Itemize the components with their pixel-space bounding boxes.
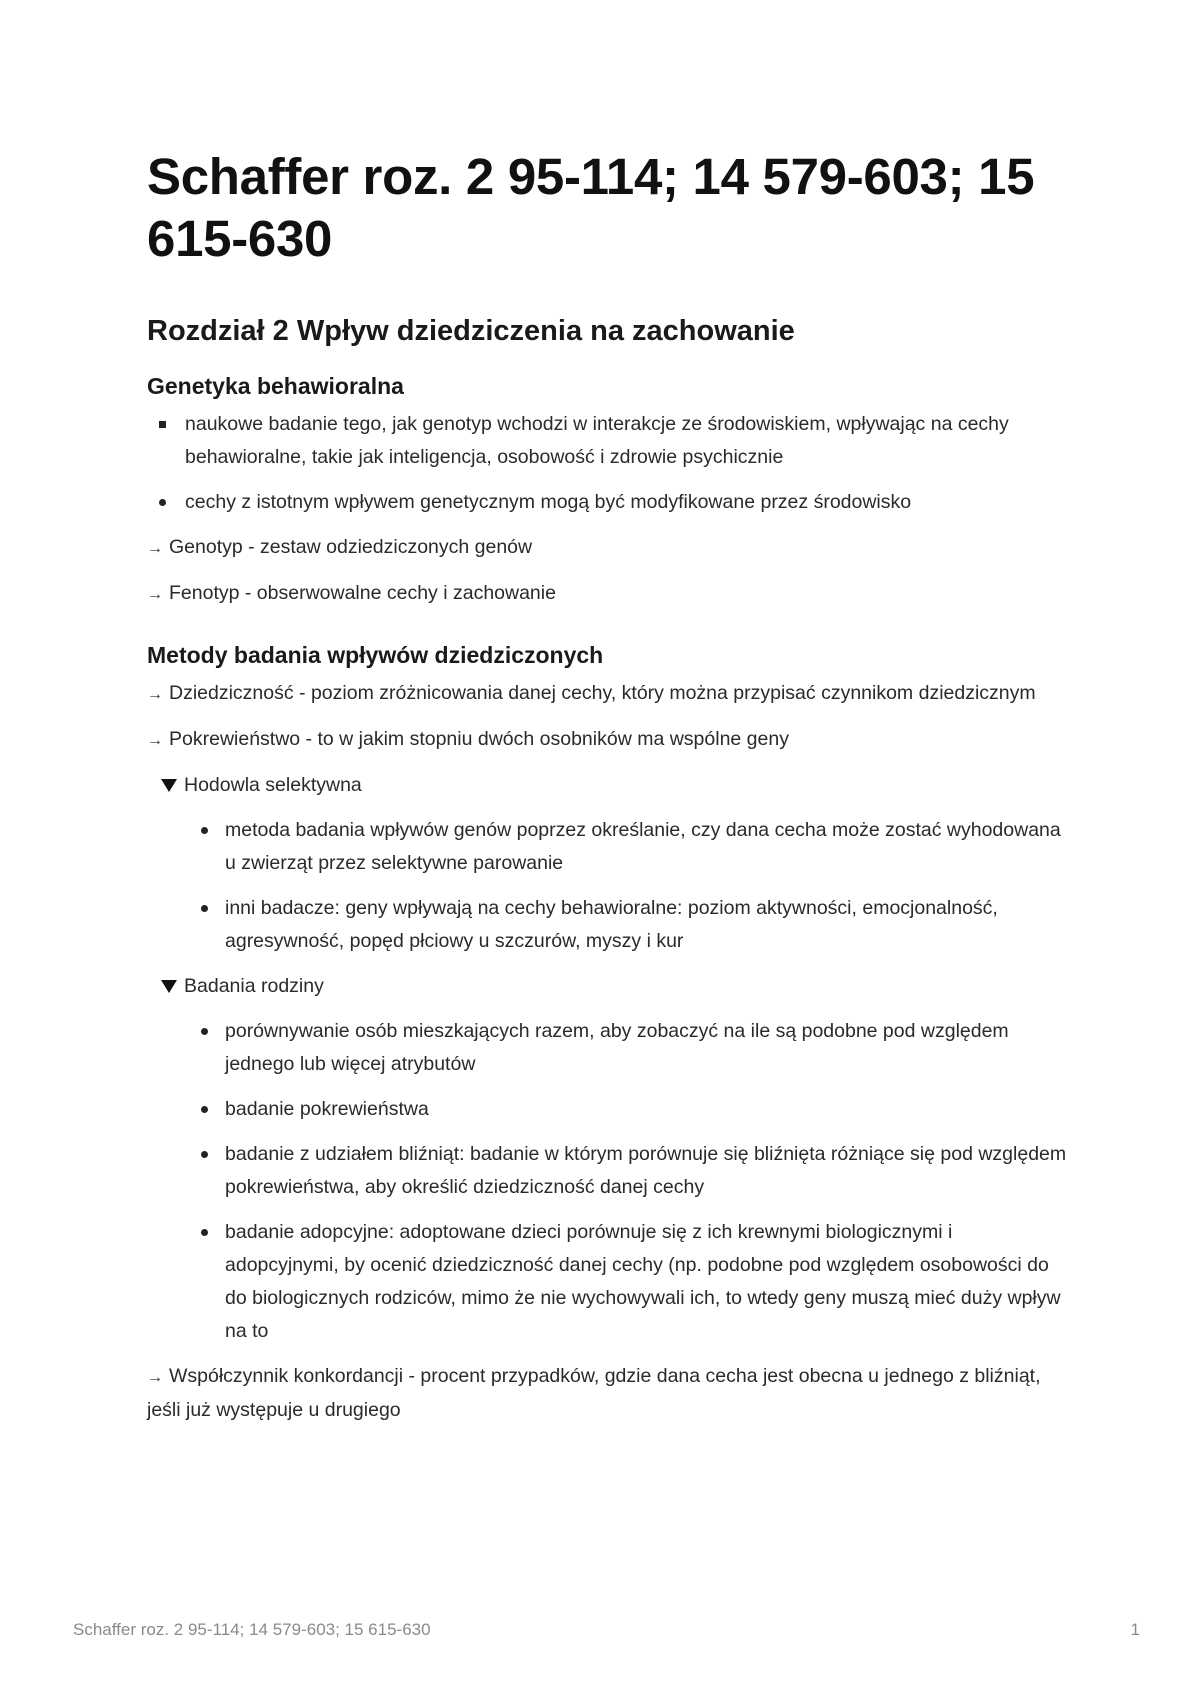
round-bullet-icon bbox=[201, 1229, 208, 1236]
square-bullet-icon bbox=[159, 421, 166, 428]
round-bullet-icon bbox=[201, 1028, 208, 1035]
round-bullet-icon bbox=[201, 1151, 208, 1158]
round-bullet-icon bbox=[201, 827, 208, 834]
footer-title: Schaffer roz. 2 95-114; 14 579-603; 15 615-630 bbox=[73, 1620, 431, 1639]
section-genetyka bbox=[147, 372, 1067, 611]
toggle-header[interactable] bbox=[161, 970, 1067, 1003]
toggle-label: Hodowla selektywna bbox=[184, 774, 362, 796]
toggle-hodowla bbox=[161, 769, 1067, 958]
page-footer bbox=[73, 1620, 1140, 1640]
section-metody bbox=[147, 641, 1067, 1427]
list-item: metoda badania wpływów genów poprzez określanie, czy dana cecha może zostać wyhodowana u zwierząt przez selektywne parowanie bbox=[225, 814, 1067, 880]
section-heading: Genetyka behawioralna bbox=[147, 373, 404, 399]
toggle-label: Badania rodziny bbox=[184, 975, 324, 997]
toggle-rodziny bbox=[161, 970, 1067, 1348]
bullet-list bbox=[225, 1015, 1067, 1348]
arrow-icon: → bbox=[147, 586, 163, 603]
page-number: 1 bbox=[1130, 1620, 1140, 1639]
list-item: cechy z istotnym wpływem genetycznym mogą być modyfikowane przez środowisko bbox=[185, 486, 1067, 519]
arrow-icon: → bbox=[147, 1369, 163, 1386]
triangle-down-icon[interactable] bbox=[161, 779, 177, 792]
list-item: naukowe badanie tego, jak genotyp wchodzi w interakcje ze środowiskiem, wpływając na cechy behawioralne, takie jak inteligencja, osobowość i zdrowie psychicznie bbox=[185, 408, 1067, 474]
bullet-list bbox=[225, 814, 1067, 958]
arrow-icon: → bbox=[147, 540, 163, 557]
arrow-icon: → bbox=[147, 686, 163, 703]
round-bullet-icon bbox=[159, 499, 166, 506]
page-title: Schaffer roz. 2 95-114; 14 579-603; 15 615-630 bbox=[147, 148, 1035, 267]
list-item: badanie pokrewieństwa bbox=[225, 1093, 1067, 1126]
list-item: badanie adopcyjne: adoptowane dzieci porównuje się z ich krewnymi biologicznymi i adopcyjnymi, by ocenić dziedziczność danej cechy (np. podobne pod względem osobowości do do biologicznych rodziców, mimo że nie wychowywali ich, to wtedy geny muszą mieć duży wpływ na to bbox=[225, 1216, 1067, 1348]
arrow-paragraph: → Fenotyp - obserwowalne cechy i zachowanie bbox=[147, 582, 556, 604]
round-bullet-icon bbox=[201, 1106, 208, 1113]
arrow-icon: → bbox=[147, 732, 163, 749]
list-item: inni badacze: geny wpływają na cechy behawioralne: poziom aktywności, emocjonalność, agresywność, popęd płciowy u szczurów, myszy i kur bbox=[225, 892, 1067, 958]
section-heading: Metody badania wpływów dziedziczonych bbox=[147, 642, 604, 668]
list-item: badanie z udziałem bliźniąt: badanie w którym porównuje się bliźnięta różniące się pod względem pokrewieństwa, aby określić dziedziczność danej cechy bbox=[225, 1138, 1067, 1204]
arrow-paragraph: → Pokrewieństwo - to w jakim stopniu dwóch osobników ma wspólne geny bbox=[147, 728, 789, 750]
round-bullet-icon bbox=[201, 905, 208, 912]
arrow-paragraph: → Współczynnik konkordancji - procent przypadków, gdzie dana cecha jest obecna u jednego z bliźniąt, jeśli już występuje u drugiego bbox=[147, 1365, 1041, 1421]
triangle-down-icon[interactable] bbox=[161, 980, 177, 993]
arrow-paragraph: → Dziedziczność - poziom zróżnicowania danej cechy, który można przypisać czynnikom dziedzicznym bbox=[147, 682, 1036, 704]
arrow-paragraph: → Genotyp - zestaw odziedziczonych genów bbox=[147, 536, 533, 558]
toggle-header[interactable] bbox=[161, 769, 1067, 802]
chapter-heading: Rozdział 2 Wpływ dziedziczenia na zachowanie bbox=[147, 315, 795, 347]
bullet-list bbox=[185, 408, 1067, 519]
document-page bbox=[147, 146, 1067, 1439]
list-item: porównywanie osób mieszkających razem, aby zobaczyć na ile są podobne pod względem jednego lub więcej atrybutów bbox=[225, 1015, 1067, 1081]
